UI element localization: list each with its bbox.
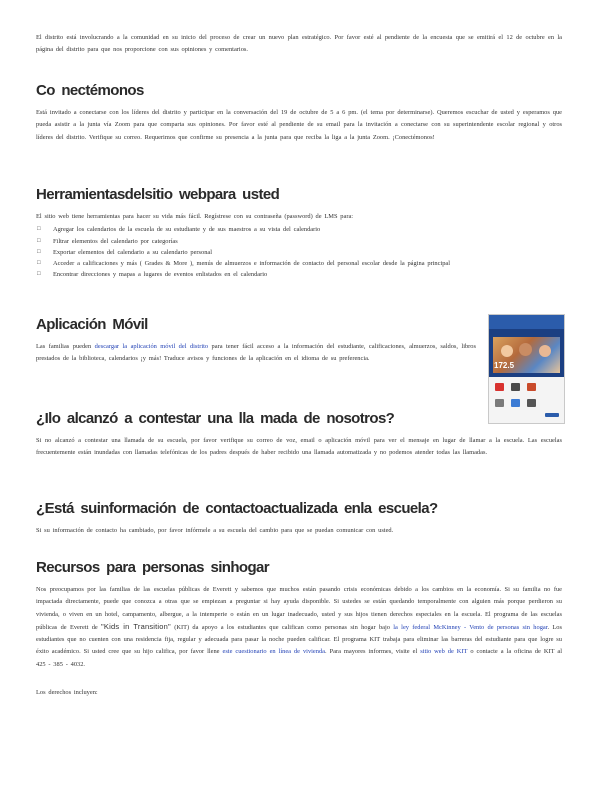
kit-program-name: "Kids in Transition" xyxy=(101,621,171,631)
app-heading: Aplicación Móvil xyxy=(36,316,148,333)
conectemonos-section xyxy=(36,82,562,144)
intro-section xyxy=(36,32,562,57)
mobile-app-screenshot xyxy=(488,314,565,424)
housing-questionnaire-link[interactable]: este cuestionario en línea de vivienda xyxy=(222,648,325,656)
contacto-heading: ¿Está suinformación de contactoactualizada enla escuela? xyxy=(36,500,438,517)
conectemonos-paragraph: Está invitado a conectarse con los líderes del distrito y participar en la conversación del 19 de octubre de 5 a 6 pm. (el tema por determinarse). Queremos escuchar de usted y esperamos que pueda asistir a la junta vía Zoom para que comparta sus opiniones. Por favor esté al pendiente de su email para la invitación a conectarse con su superintendente escolar regional y otros líderes del distrito. Verifique su correo. Requerimos que confirme su presencia a la junta para que reciba la liga a la junta Zoom. ¡Conectémonos! xyxy=(36,109,562,141)
list-item: □ Agregar los calendarios de la escuela de su estudiante y de sus maestros a su vista del calendario xyxy=(36,224,562,235)
llamada-section xyxy=(36,410,562,460)
contacto-paragraph: Si su información de contacto ha cambiado, por favor infórmele a su escuela del cambio para que se puedan comunicar con usted. xyxy=(36,527,394,534)
mckinney-vento-law-link[interactable]: la ley federal McKinney - Vento de personas sin hogar xyxy=(393,623,548,631)
recursos-text: o contacte a la oficina de KIT al 425 - 385 - 4032. xyxy=(36,648,562,668)
app-tile-icon xyxy=(511,399,520,407)
app-tile-icon xyxy=(495,399,504,407)
contacto-section xyxy=(36,500,562,537)
recursos-text: (KIT) da apoyo a los estudiantes que califican como personas sin hogar bajo xyxy=(170,623,394,631)
recursos-section xyxy=(36,559,562,699)
list-item: □ Exportar elementos del calendario a su calendario personal xyxy=(36,247,562,258)
recursos-heading: Recursos para personas sinhogar xyxy=(36,559,269,576)
list-item: □ Filtrar elementos del calendario por categorías xyxy=(36,236,562,247)
herramientas-list xyxy=(36,224,562,280)
herramientas-intro: El sitio web tiene herramientas para hacer su vida más fácil. Regístrese con su contraseña (password) de LMS para: xyxy=(36,213,354,220)
recursos-text: Nos preocupamos por las familias de las escuelas públicas de Everett y sabemos que muchos están pasando crisis económicas debido a los cambios en la economía. Si su familia no fue impactada directamente, puede que conozca a otras que se empiezan a preguntar si hay ayuda disponible. Si ustedes se están quedando temporalmente con alguien más porque perdieron su vivienda, o viven en un hotel, campamento, albergue, a la intemperie o están en un lugar inadecuado, usted y sus hijos tienen derechos especiales en la escuela. El programa de las escuelas públicas de Everett de xyxy=(36,586,562,631)
herramientas-section xyxy=(36,186,562,280)
list-item: □ Acceder a calificaciones y más ( Grades & More ), menús de almuerzos e información de contacto del personal escolar desde la página principal xyxy=(36,258,562,269)
app-text-after: para tener fácil acceso a la información del estudiante, calificaciones, almuerzos, saldos, libros prestados de la biblioteca, calendarios ¡y más! Traduce avisos y funciones de la aplicación en el idioma de su preferencia. xyxy=(36,343,476,363)
app-tile-icon xyxy=(527,383,536,391)
llamada-heading: ¿Ilo alcanzó a contestar una lla mada de nosotros? xyxy=(36,410,395,427)
app-tile-icon xyxy=(527,399,536,407)
herramientas-heading: Herramientasdelsitio webpara usted xyxy=(36,186,280,203)
app-paragraph xyxy=(36,341,476,366)
kit-website-link[interactable]: sitio web de KIT xyxy=(420,648,468,656)
recursos-text: . Para mayores informes, visite el xyxy=(325,648,421,656)
app-screenshot-number: 172.5 xyxy=(494,361,515,370)
recursos-text: . Los estudiantes que no cuenten con una residencia fija, regular y adecuada para pasar la noche pueden calificar. El programa KIT trabaja para eliminar las barreras del estudiante para que logre su éxito académico. Si usted cree que su hijo califica, por favor llene xyxy=(36,623,562,656)
llamada-paragraph: Si no alcanzó a contestar una llamada de su escuela, por favor verifique su correo de voz, email o aplicación móvil para ver el mensaje en lugar de llamar a la escuela. Las escuelas frecuentemente están inundadas con llamadas telefónicas de los padres después de haber recibido una llamada automatizada y no podemos atender todas las llamadas. xyxy=(36,437,562,457)
app-section xyxy=(36,316,476,366)
conectemonos-heading: Co nectémonos xyxy=(36,82,144,99)
derechos-line: Los derechos incluyen: xyxy=(36,689,98,697)
list-item: □ Encontrar direcciones y mapas a lugares de eventos enlistados en el calendario xyxy=(36,269,562,280)
app-tile-icon xyxy=(511,383,520,391)
download-app-link[interactable]: descargar la aplicación móvil del distrito xyxy=(94,343,209,350)
app-text-before: Las familias pueden xyxy=(36,343,95,350)
intro-paragraph: El distrito está involucrando a la comunidad en su inicio del proceso de crear un nuevo plan estratégico. Por favor esté al pendiente de la encuesta que se emitirá el 12 de octubre en la página del distrito para que nos proporcione con sus opiniones y comentarios. xyxy=(36,34,562,54)
app-tile-icon xyxy=(495,383,504,391)
recursos-paragraph xyxy=(36,584,562,671)
